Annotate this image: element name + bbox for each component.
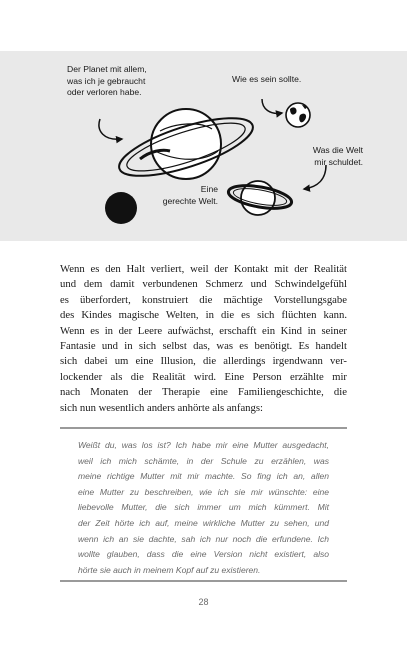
- body-line: sich nun wesentlich anders anhörte als anfangs:: [60, 401, 263, 414]
- block-quote: [78, 438, 329, 578]
- body-line: des Kindes magische Welten, in die es sich flüchten kann.: [60, 309, 347, 322]
- illustration-panel: [0, 51, 407, 241]
- big-ringed-planet: [113, 106, 259, 187]
- quote-line: hörte sie auch in meinem Kopf auf zu existieren.: [78, 564, 261, 575]
- quote-line: liebevolle Mutter, die sich immer um mich kümmert. Mit: [78, 502, 329, 513]
- caption-world-owes: Was die Welt mir schuldet.: [312, 145, 363, 167]
- body-line: Wenn es den Halt verliert, weil der Kontakt mit der Realität: [60, 263, 347, 275]
- body-paragraph: [60, 262, 347, 416]
- caption-planet: Der Planet mit allem, was ich je gebraucht oder verloren habe.: [67, 64, 147, 98]
- quote-line: wenn ich an sie dachte, sah ich nur noch die erfundene. Ich: [78, 533, 329, 544]
- quote-line: weil ich mich schämte, in der Schule zu erzählen, was: [78, 455, 329, 466]
- quote-line: meine richtige Mutter mit mir machte. So fing ich an, allen: [78, 471, 329, 482]
- earth-globe: [286, 103, 310, 127]
- quote-top-rule: [60, 427, 347, 429]
- black-planet: [105, 192, 137, 224]
- body-line: Wenn es in der Leere aufwächst, erschafft ein Kind in seiner: [60, 324, 347, 337]
- caption-just-world: Eine gerechte Welt.: [162, 184, 218, 206]
- body-line: nach Monaten der Therapie eine Familiengeschichte, die: [60, 386, 347, 399]
- quote-line: Weißt du, was los ist? Ich habe mir eine Mutter ausgedacht,: [78, 440, 329, 450]
- quote-bottom-rule: [60, 580, 347, 582]
- quote-line: eine Mutter zu beschreiben, wie ich sie mir wünschte: eine: [78, 486, 329, 497]
- arrow-to-small-ringed-planet: [304, 165, 326, 189]
- body-line: Fantasie und in sich selbst das, was es benötigt. Es handelt: [60, 340, 347, 353]
- body-line: sich dabei um eine Illusion, die allerdings irgendwann ver-: [60, 355, 347, 368]
- body-line: lockender als die Realität wird. Eine Person erzählte mir: [60, 370, 347, 383]
- body-line: und dem damit verbundenen Schmerz und Schwindelgefühl: [60, 278, 347, 291]
- quote-line: der Zeit hörte ich auf, meine wirkliche Mutter zu sehen, und: [78, 517, 329, 528]
- small-ringed-planet: [227, 181, 294, 215]
- arrow-to-big-planet: [99, 119, 122, 139]
- body-line: es überfordert, konstruiert die mächtige Vorstellungsgabe: [60, 293, 347, 306]
- page-number: 28: [198, 597, 209, 607]
- quote-line: wollte glauben, dass die eine Version nicht existiert, also: [78, 549, 329, 560]
- arrow-to-earth: [262, 99, 282, 113]
- caption-should-be: Wie es sein sollte.: [232, 74, 302, 84]
